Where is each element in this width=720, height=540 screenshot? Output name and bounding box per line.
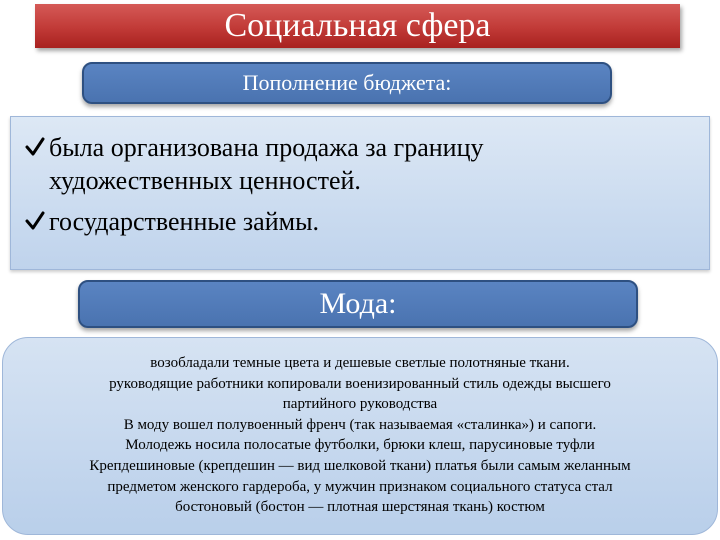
fashion-content-box	[2, 337, 718, 535]
fashion-header-label: Мода:	[319, 287, 397, 320]
budget-header	[82, 62, 612, 104]
fashion-text-line: бостоновый (бостон — плотная шерстяная ткань) костюм	[175, 499, 545, 516]
checkmark-icon	[25, 137, 45, 157]
list-item-line: была организована продажа за границу	[49, 133, 484, 162]
list-item	[25, 205, 699, 238]
fashion-text-line: предметом женского гардероба, у мужчин признаком социального статуса стал	[107, 478, 613, 495]
slide-title-bar	[35, 4, 680, 48]
slide-title: Социальная сфера	[224, 7, 491, 44]
fashion-header	[78, 280, 638, 328]
fashion-text-line: возобладали темные цвета и дешевые светлые полотняные ткани.	[150, 355, 570, 371]
checkmark-icon	[25, 211, 45, 231]
fashion-text-line: Крепдешиновые (крепдешин — вид шелковой ткани) платья были самым желанным	[89, 457, 631, 474]
list-item-line: государственные займы.	[49, 207, 320, 236]
budget-list	[25, 131, 699, 238]
fashion-text-line: В моду вошел полувоенный френч (так называемая «сталинка») и сапоги.	[123, 416, 597, 433]
list-item-text	[49, 205, 319, 238]
fashion-text-line: партийного руководства	[282, 396, 438, 413]
budget-content-box	[10, 116, 710, 270]
list-item-text	[49, 131, 483, 197]
fashion-text-line: Молодежь носила полосатые футболки, брюки клеш, парусиновые туфли	[125, 437, 595, 454]
fashion-text-line: руководящие работники копировали военизированный стиль одежды высшего	[109, 375, 611, 392]
budget-header-label: Пополнение бюджета:	[242, 70, 452, 95]
list-item	[25, 131, 699, 197]
list-item-line: художественных ценностей.	[49, 166, 361, 195]
